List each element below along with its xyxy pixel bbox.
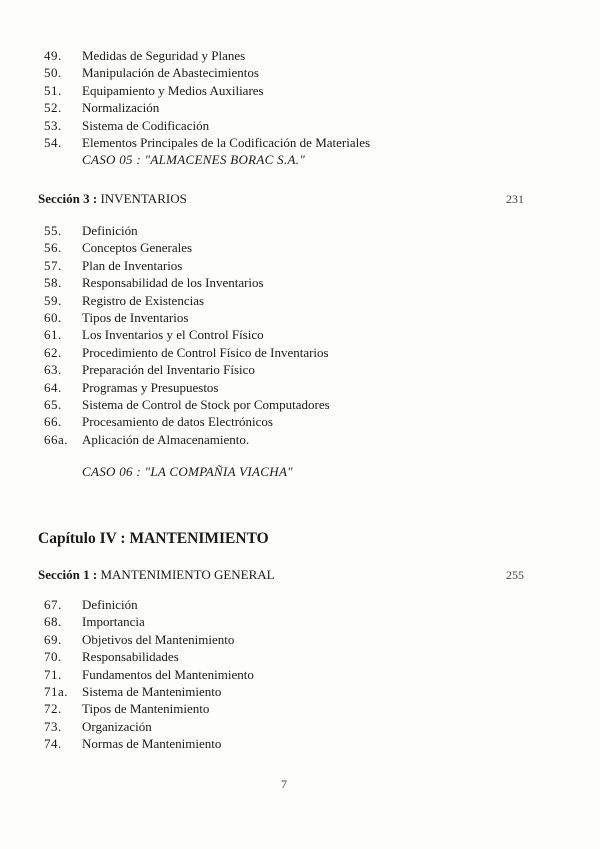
- toc-entry: [44, 361, 330, 378]
- entry-number: 69.: [44, 631, 62, 647]
- entry-number: 71.: [44, 666, 62, 682]
- section-3-heading: [38, 191, 187, 207]
- page-number: 7: [281, 777, 287, 791]
- entry-title: Objetivos del Mantenimiento: [82, 631, 235, 647]
- toc-entry: [44, 613, 254, 630]
- entry-number: 73.: [44, 718, 62, 734]
- toc-entry: [44, 82, 370, 99]
- entry-number: 57.: [44, 257, 62, 273]
- toc-entry: [44, 396, 330, 413]
- toc-entry: [44, 239, 330, 256]
- entry-title: Elementos Principales de la Codificación de Materiales: [82, 134, 371, 150]
- entry-title: Importancia: [82, 614, 145, 630]
- entry-number: 63.: [44, 362, 62, 378]
- entry-title: Los Inventarios y el Control Físico: [82, 327, 264, 343]
- entry-number: 52.: [44, 100, 62, 116]
- entry-number: 56.: [44, 240, 62, 256]
- section-1-page: 255: [506, 568, 524, 582]
- entry-title: Responsabilidad de los Inventarios: [82, 275, 264, 291]
- chapter-label: Capítulo IV :: [38, 530, 126, 547]
- toc-entry: [44, 735, 254, 752]
- entry-number: 53.: [44, 117, 62, 133]
- entry-title: Fundamentos del Mantenimiento: [82, 666, 254, 682]
- toc-entry: [44, 413, 330, 430]
- entry-number: 51.: [44, 82, 62, 98]
- entry-number: 58.: [44, 275, 62, 291]
- entry-number: 67.: [44, 597, 62, 612]
- section-label: Sección 1 :: [38, 567, 98, 582]
- entry-title: Medidas de Seguridad y Planes: [82, 48, 246, 63]
- entry-number: 59.: [44, 292, 62, 308]
- toc-entry: [44, 379, 330, 396]
- entry-title: Preparación del Inventario Físico: [82, 362, 255, 378]
- entry-number: 71a.: [44, 683, 69, 699]
- entry-number: 49.: [44, 48, 62, 63]
- entry-number: 62.: [44, 344, 62, 360]
- entry-title: Tipos de Mantenimiento: [82, 701, 210, 717]
- entry-title: Tipos de Inventarios: [82, 309, 189, 325]
- toc-entry: [44, 431, 330, 448]
- toc-entry: [44, 326, 330, 343]
- toc-entry: [44, 117, 370, 134]
- toc-entry: [44, 683, 254, 700]
- toc-entry: [44, 222, 330, 239]
- entry-number: 65.: [44, 396, 62, 412]
- entry-title: Organización: [82, 718, 152, 734]
- case-06-title: CASO 06 : "LA COMPAÑIA VIACHA": [82, 464, 293, 479]
- toc-entry: [44, 309, 330, 326]
- entry-number: 66a.: [44, 431, 69, 447]
- entry-number: 68.: [44, 614, 62, 630]
- section-title: INVENTARIOS: [100, 191, 187, 206]
- toc-entry: [44, 292, 330, 309]
- toc-entry: [44, 648, 254, 665]
- toc-entry: [44, 64, 370, 81]
- toc-list-block1: [44, 47, 370, 151]
- entry-title: Normas de Mantenimiento: [82, 736, 222, 752]
- entry-title: Sistema de Control de Stock por Computadores: [82, 396, 330, 412]
- section-label: Sección 3 :: [38, 191, 98, 206]
- entry-number: 60.: [44, 309, 62, 325]
- entry-number: 72.: [44, 701, 62, 717]
- entry-number: 70.: [44, 649, 62, 665]
- chapter-title: MANTENIMIENTO: [129, 530, 269, 547]
- entry-title: Normalización: [82, 100, 160, 116]
- entry-number: 74.: [44, 736, 62, 752]
- toc-entry: [44, 596, 254, 613]
- entry-title: Registro de Existencias: [82, 292, 205, 308]
- entry-title: Conceptos Generales: [82, 240, 193, 256]
- entry-title: Sistema de Mantenimiento: [82, 683, 222, 699]
- toc-entry: [44, 666, 254, 683]
- entry-title: Programas y Presupuestos: [82, 379, 219, 395]
- toc-entry: [44, 99, 370, 116]
- entry-title: Responsabilidades: [82, 649, 179, 665]
- chapter-heading: [38, 530, 269, 548]
- entry-title: Definición: [82, 223, 138, 238]
- toc-list-section-3: [44, 222, 330, 448]
- entry-title: Procesamiento de datos Electrónicos: [82, 414, 273, 430]
- entry-title: Equipamiento y Medios Auxiliares: [82, 82, 264, 98]
- toc-entry: [44, 47, 370, 64]
- entry-number: 54.: [44, 134, 62, 150]
- entry-title: Procedimiento de Control Físico de Inventarios: [82, 344, 329, 360]
- entry-number: 50.: [44, 65, 62, 81]
- entry-title: Definición: [82, 597, 138, 612]
- toc-entry: [44, 274, 330, 291]
- toc-entry: [44, 631, 254, 648]
- entry-title: Manipulación de Abastecimientos: [82, 65, 259, 81]
- section-3-page: 231: [506, 192, 524, 206]
- toc-entry: [44, 344, 330, 361]
- toc-entry: [44, 257, 330, 274]
- case-05-title: CASO 05 : "ALMACENES BORAC S.A.": [82, 152, 306, 167]
- toc-list-section-1: [44, 596, 254, 753]
- entry-number: 64.: [44, 379, 62, 395]
- section-1-heading: [38, 567, 275, 583]
- entry-number: 66.: [44, 414, 62, 430]
- section-title: MANTENIMIENTO GENERAL: [100, 567, 275, 582]
- entry-title: Plan de Inventarios: [82, 257, 183, 273]
- entry-title: Aplicación de Almacenamiento.: [82, 431, 250, 447]
- toc-entry: [44, 134, 370, 151]
- entry-number: 55.: [44, 223, 62, 238]
- toc-entry: [44, 700, 254, 717]
- toc-entry: [44, 718, 254, 735]
- entry-number: 61.: [44, 327, 62, 343]
- entry-title: Sistema de Codificación: [82, 117, 210, 133]
